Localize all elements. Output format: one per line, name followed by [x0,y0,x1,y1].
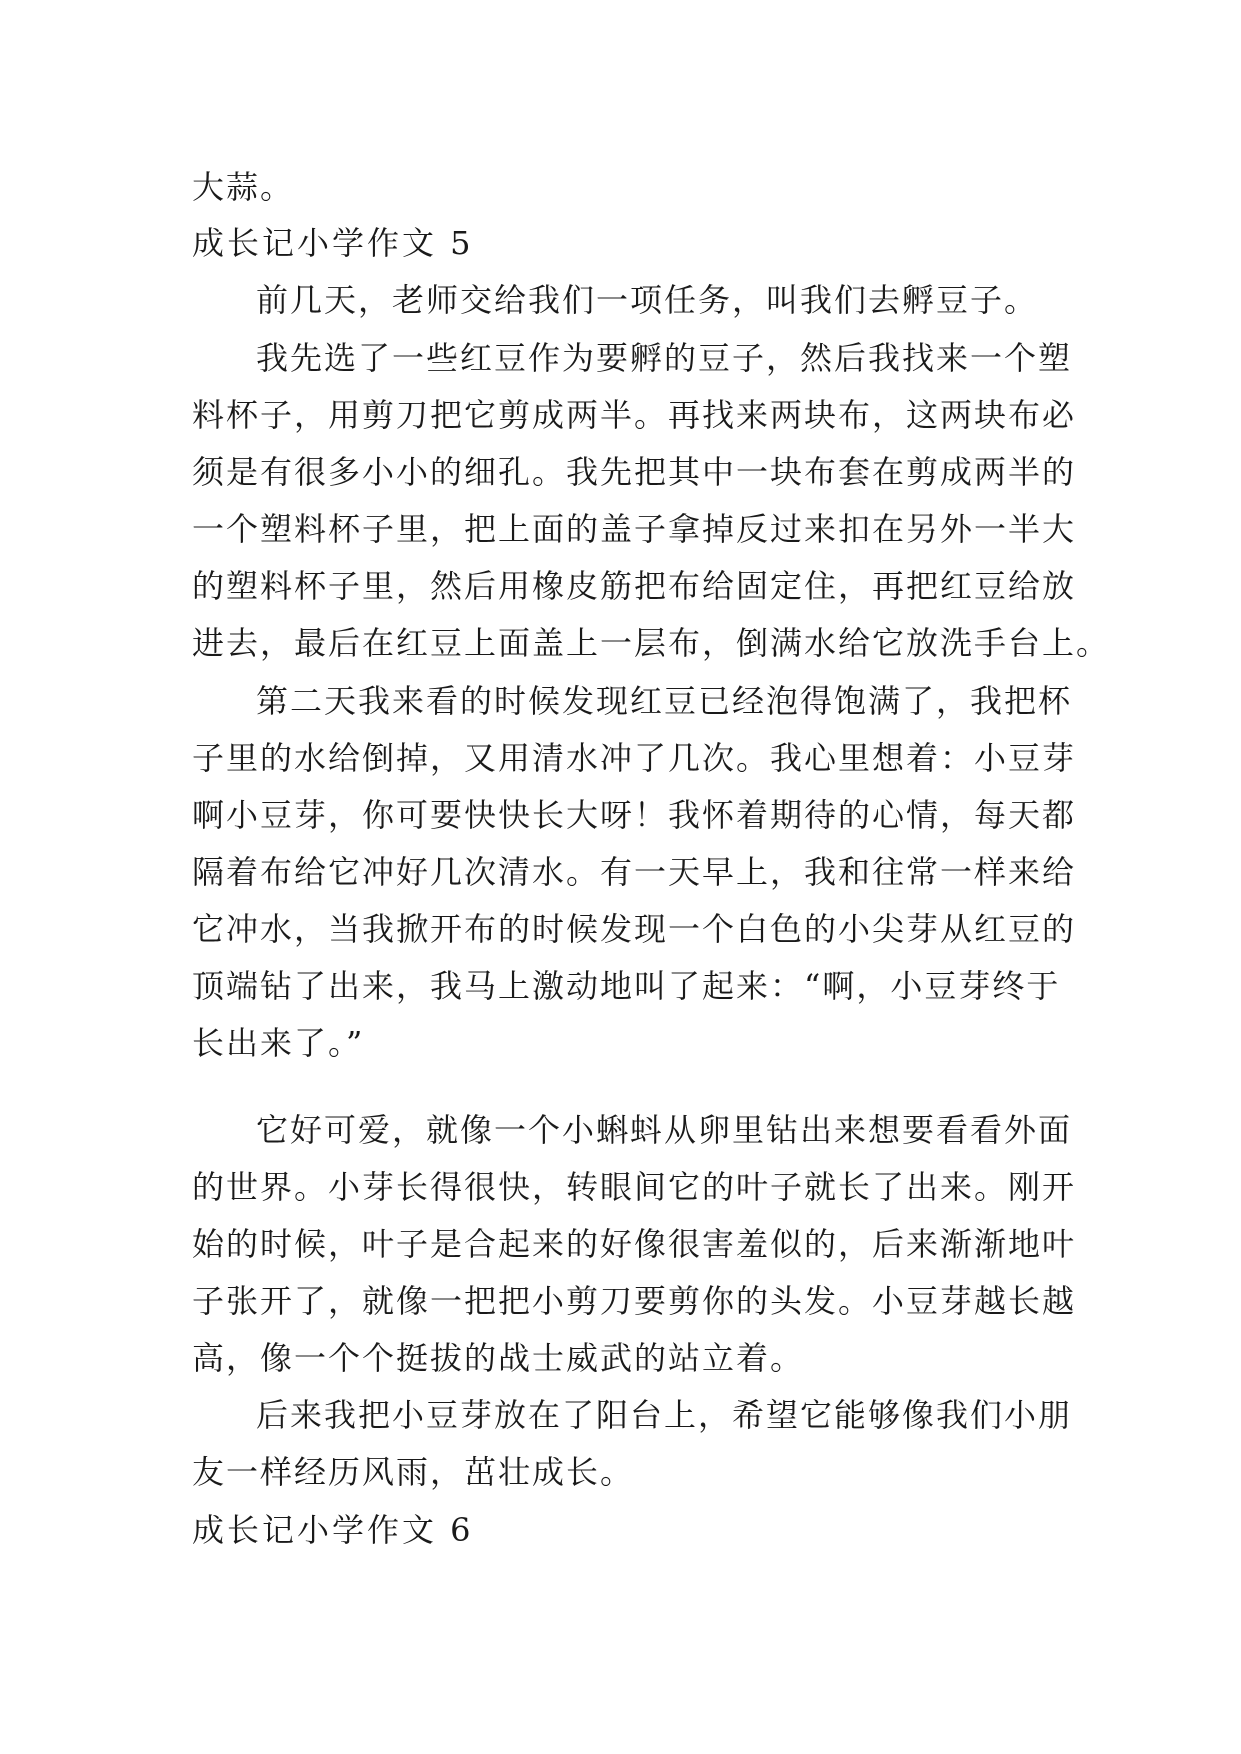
paragraph-line: 高，像一个个挺拔的战士威武的站立着。 [192,1339,805,1377]
paragraph-line: 顶端钻了出来，我马上激动地叫了起来：“啊，小豆芽终于 [192,967,1061,1005]
text-line: 大蒜。 [192,168,295,206]
paragraph-line: 一个塑料杯子里，把上面的盖子拿掉反过来扣在另外一半大 [192,510,1077,548]
paragraph-line: 友一样经历风雨，茁壮成长。 [192,1453,635,1491]
paragraph-line: 它好可爱，就像一个小蝌蚪从卵里钻出来想要看看外面 [256,1111,1073,1149]
paragraph-line: 长出来了。” [192,1024,365,1062]
paragraph-line: 的世界。小芽长得很快，转眼间它的叶子就长了出来。刚开 [192,1168,1077,1206]
paragraph-line: 子张开了，就像一把把小剪刀要剪你的头发。小豆芽越长越 [192,1282,1077,1320]
paragraph-line: 料杯子，用剪刀把它剪成两半。再找来两块布，这两块布必 [192,396,1077,434]
paragraph-line: 它冲水，当我掀开布的时候发现一个白色的小尖芽从红豆的 [192,910,1077,948]
paragraph-line: 进去，最后在红豆上面盖上一层布，倒满水给它放洗手台上。 [192,624,1111,662]
section-heading: 成长记小学作文 6 [192,1511,474,1549]
paragraph-line: 的塑料杯子里，然后用橡皮筋把布给固定住，再把红豆给放 [192,567,1077,605]
paragraph-line: 隔着布给它冲好几次清水。有一天早上，我和往常一样来给 [192,853,1077,891]
paragraph-line: 我先选了一些红豆作为要孵的豆子，然后我找来一个塑 [256,339,1073,377]
paragraph-line: 第二天我来看的时候发现红豆已经泡得饱满了，我把杯 [256,682,1073,720]
paragraph-line: 须是有很多小小的细孔。我先把其中一块布套在剪成两半的 [192,453,1077,491]
paragraph-line: 始的时候，叶子是合起来的好像很害羞似的，后来渐渐地叶 [192,1225,1077,1263]
paragraph-line: 后来我把小豆芽放在了阳台上，希望它能够像我们小朋 [256,1396,1073,1434]
paragraph-line: 前几天，老师交给我们一项任务，叫我们去孵豆子。 [256,281,1039,319]
section-heading: 成长记小学作文 5 [192,224,474,262]
paragraph-line: 啊小豆芽，你可要快快长大呀！我怀着期待的心情，每天都 [192,796,1077,834]
paragraph-line: 子里的水给倒掉，又用清水冲了几次。我心里想着：小豆芽 [192,739,1077,777]
